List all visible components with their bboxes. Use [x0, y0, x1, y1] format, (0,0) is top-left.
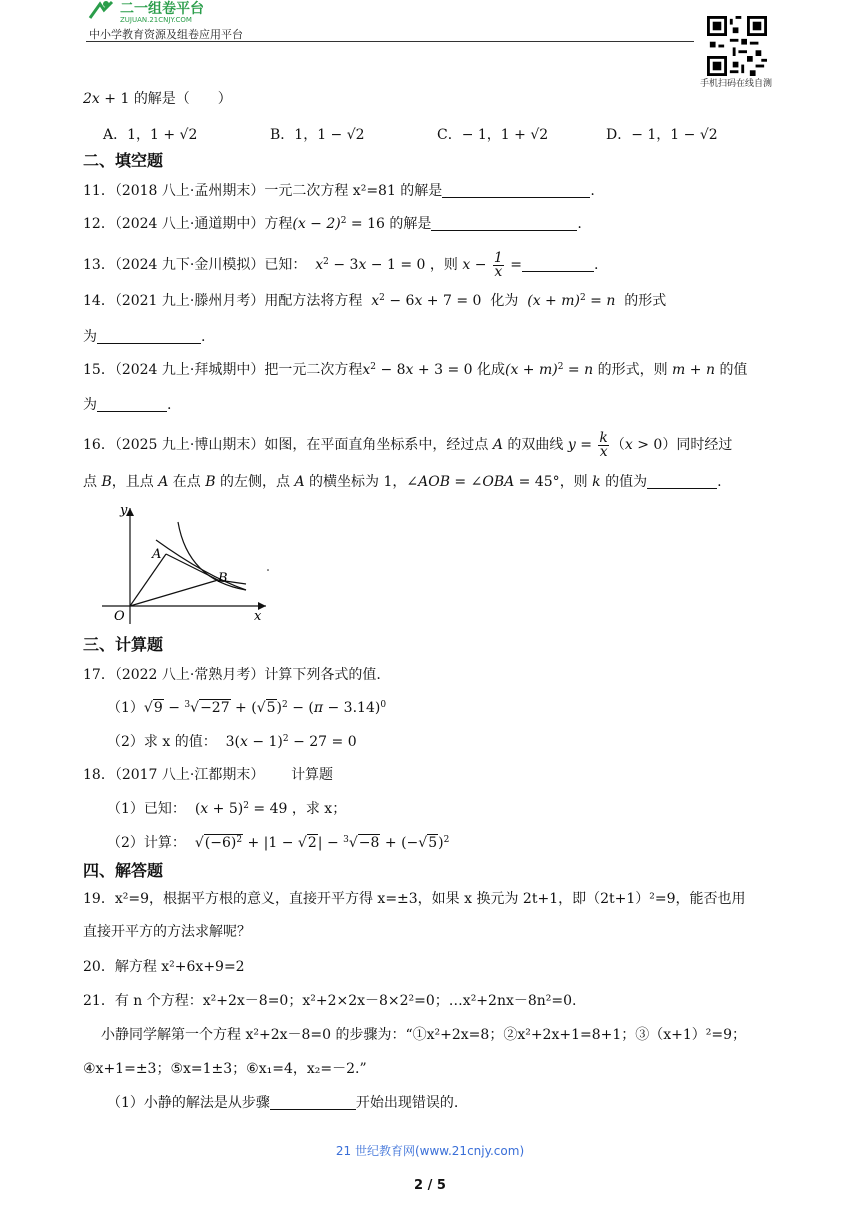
q18: 18．（2017 八上·江都期末） 计算题 [83, 767, 334, 783]
q14-line2: 为 . [83, 329, 206, 345]
q19-line2: 直接开平方的方法求解呢？ [83, 924, 251, 940]
q21-blank [270, 1095, 356, 1110]
q16-blank [647, 474, 717, 489]
page-number: 2 / 5 [414, 1178, 446, 1193]
q17-part1: $(1)√9 - ^3√-27 + (√5)^2 - (\pi - 3.14)^0$ [107, 700, 387, 716]
q12-blank [431, 216, 577, 231]
q10-tail: 2x + 1 的解是（ ） [83, 91, 232, 107]
q21-line2: 小静同学解第一个方程 x²+2x－8=0 的步骤为：“①x²+2x=8；②x²+2x+1=8+1；③（x+1）²=9； [101, 1027, 747, 1043]
q21: 21．有 n 个方程：x²+2x－8=0；x²+2×2x－8×2²=0；…x²+2nx－8n²=0. [83, 993, 577, 1009]
q10-option-b: B．1，1 − √2 [270, 127, 365, 143]
site-logo [86, 0, 276, 24]
q13-blank [522, 257, 594, 272]
figure-point-a: A [152, 547, 162, 562]
figure-origin: O [114, 609, 125, 624]
q20: 20．解方程 x²+6x+9=2 [83, 959, 245, 975]
q16-line2: 点 B，且点 A 在点 B 的左侧，点 A 的横坐标为 1，∠AOB = ∠OBA = 45°，则 k 的值为 . [83, 474, 722, 490]
q17-part2: （2）求 x 的值： $3(x - 1)^2 - 27 = 0$ [107, 734, 357, 750]
qr-caption: 手机扫码在线自测 [700, 79, 773, 89]
q21-part1: （1）小静的解法是从步骤 开始出现错误的. [107, 1095, 459, 1111]
footer-link[interactable]: 21 世纪教育网(www.21cnjy.com) [335, 1144, 525, 1158]
figure-x-label: x [254, 609, 262, 624]
header-rule [86, 41, 694, 42]
q11: 11．（2018 八上·孟州期末）一元二次方程 x²=81 的解是 . [83, 183, 595, 199]
q21-line3: ④x+1=±3；⑤x=1±3；⑥x₁=4，x₂=－2.” [83, 1061, 367, 1077]
q15-blank [97, 397, 167, 412]
logo-url: ZUJUAN.21CNJY.COM [120, 16, 192, 24]
q19: 19．x²=9，根据平方根的意义，直接开平方得 x=±3，如果 x 换元为 2t+1，即（2t+1）²=9，能否也用 [83, 891, 746, 907]
qr-code-icon[interactable] [707, 16, 767, 76]
q18-part2: （2）计算： $√(-6)^2 + |1 - √2| - ^3√-8 + (-√5)^2$ [107, 835, 450, 851]
q10-option-a: A．1，1 + √2 [103, 127, 198, 143]
q14-blank [97, 329, 201, 344]
q15: 15．（2024 九上·拜城期中）把一元二次方程$x^2 - 8x + 3 = 0$ 化成$(x + m)^2 = n$ 的形式，则 m + n 的值 [83, 362, 748, 378]
site-subtitle: 中小学教育资源及组卷应用平台 [89, 28, 243, 41]
q10-option-c: C．− 1，1 + √2 [437, 127, 549, 143]
q10-option-d: D．− 1，1 − √2 [606, 127, 718, 143]
q12: 12．（2024 八上·通道期中）方程$(x - 2)^2 = 16$ 的解是 . [83, 216, 582, 232]
q15-line2: 为 . [83, 397, 172, 413]
figure-point-b: B [218, 571, 228, 586]
logo-title: 二一组卷平台 [120, 1, 204, 17]
q14: 14．（2021 九上·滕州月考）用配方法将方程 $x^2 - 6x + 7 = 0$ 化为 $(x + m)^2 = n$ 的形式 [83, 293, 667, 309]
q17: 17．（2022 八上·常熟月考）计算下列各式的值. [83, 667, 381, 683]
q13: 13．（2024 九下·金川模拟）已知： $x^2 - 3x - 1 = 0$ ，则 x − $\frac{1}{x}$ = . [83, 249, 599, 280]
q16: 16．（2025 九上·博山期末）如图，在平面直角坐标系中，经过点 A 的双曲线 y = $\frac{k}{x}$ （x > 0）同时经过 [83, 429, 733, 460]
section-solve-heading: 四、解答题 [83, 861, 164, 880]
q18-part1: （1）已知： $(x + 5)^2 = 49$ ，求 x； [107, 801, 347, 817]
q11-blank [442, 183, 590, 198]
section-fill-heading: 二、填空题 [83, 151, 164, 170]
figure-y-label: y [120, 503, 128, 518]
section-calc-heading: 三、计算题 [83, 635, 164, 654]
hyperbola-figure [96, 500, 276, 628]
